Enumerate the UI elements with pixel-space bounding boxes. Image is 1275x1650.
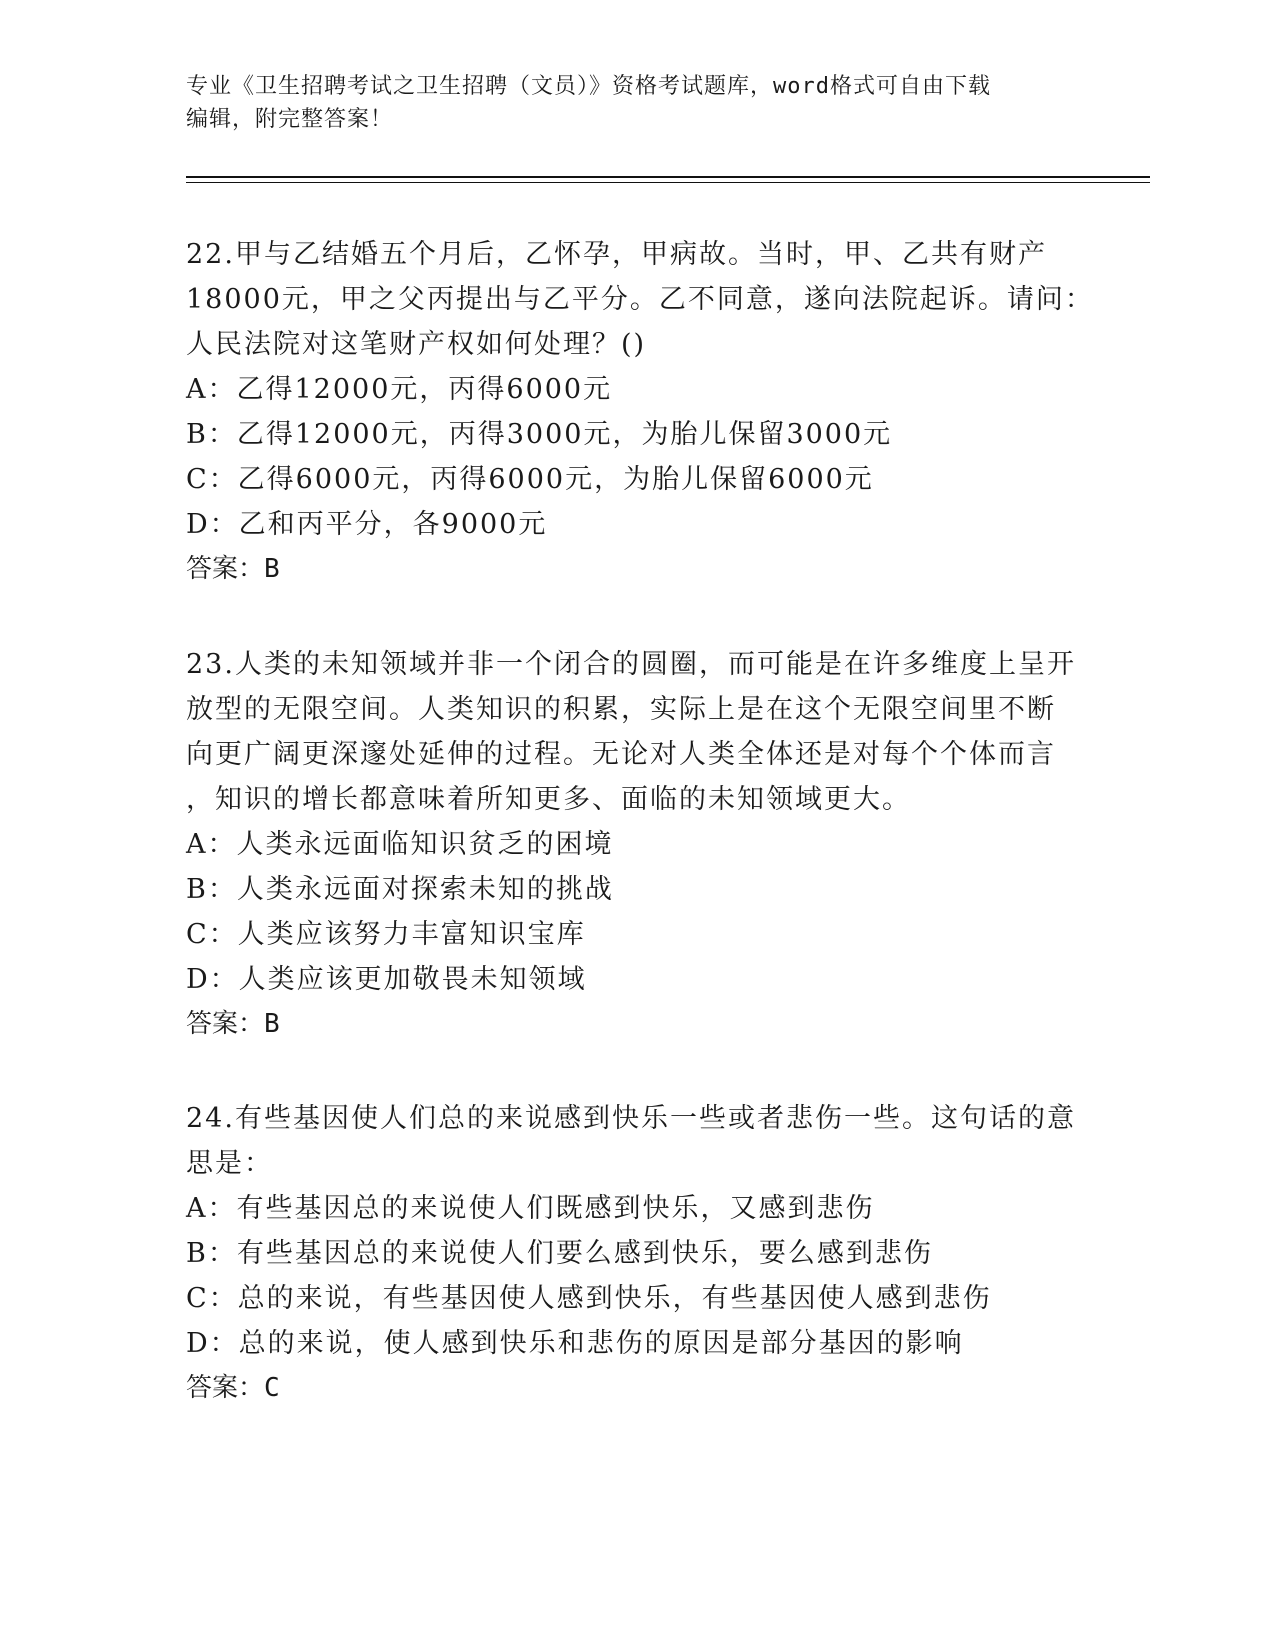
header-divider [186, 176, 1150, 178]
option-a: A：乙得12000元，丙得6000元 [186, 374, 613, 405]
option-c: C：人类应该努力丰富知识宝库 [186, 919, 586, 950]
header-divider-thin [186, 182, 1150, 183]
header-line-1: 专业《卫生招聘考试之卫生招聘（文员）》资格考试题库，word格式可自由下载 [186, 74, 991, 99]
option-b: B：人类永远面对探索未知的挑战 [186, 874, 614, 905]
option-b: B：乙得12000元，丙得3000元，为胎儿保留3000元 [186, 419, 893, 450]
header-line-2: 编辑，附完整答案！ [186, 107, 394, 132]
option-c: C：总的来说，有些基因使人感到快乐，有些基因使人感到悲伤 [186, 1283, 992, 1314]
question-stem-line: 向更广阔更深邃处延伸的过程。无论对人类全体还是对每个个体而言 [186, 739, 1056, 770]
question-stem-line: 23.人类的未知领域并非一个闭合的圆圈，而可能是在许多维度上呈开 [186, 649, 1076, 680]
question-stem-line: 24.有些基因使人们总的来说感到快乐一些或者悲伤一些。这句话的意 [186, 1103, 1076, 1134]
question-stem-line: 放型的无限空间。人类知识的积累，实际上是在这个无限空间里不断 [186, 694, 1056, 725]
question-22 [186, 232, 1094, 592]
question-stem-line: 人民法院对这笔财产权如何处理？() [186, 329, 647, 360]
question-stem-line: 22.甲与乙结婚五个月后，乙怀孕，甲病故。当时，甲、乙共有财产 [186, 239, 1047, 270]
question-stem-line: 思是： [186, 1148, 273, 1179]
option-b: B：有些基因总的来说使人们要么感到快乐，要么感到悲伤 [186, 1238, 933, 1269]
option-a: A：人类永远面临知识贫乏的困境 [186, 829, 614, 860]
question-24 [186, 1096, 1086, 1411]
question-stem-line: ，知识的增长都意味着所知更多、面临的未知领域更大。 [186, 784, 911, 815]
option-d: D：乙和丙平分，各9000元 [186, 509, 548, 540]
document-header [186, 70, 1066, 136]
question-23 [186, 642, 1086, 1047]
option-a: A：有些基因总的来说使人们既感到快乐，又感到悲伤 [186, 1193, 875, 1224]
question-stem-line: 18000元，甲之父丙提出与乙平分。乙不同意，遂向法院起诉。请问： [186, 284, 1094, 315]
option-d: D：人类应该更加敬畏未知领域 [186, 964, 587, 995]
option-d: D：总的来说，使人感到快乐和悲伤的原因是部分基因的影响 [186, 1328, 964, 1359]
answer: 答案：C [186, 1373, 280, 1403]
answer: 答案：B [186, 1009, 280, 1039]
option-c: C：乙得6000元，丙得6000元，为胎儿保留6000元 [186, 464, 874, 495]
answer: 答案：B [186, 554, 280, 584]
